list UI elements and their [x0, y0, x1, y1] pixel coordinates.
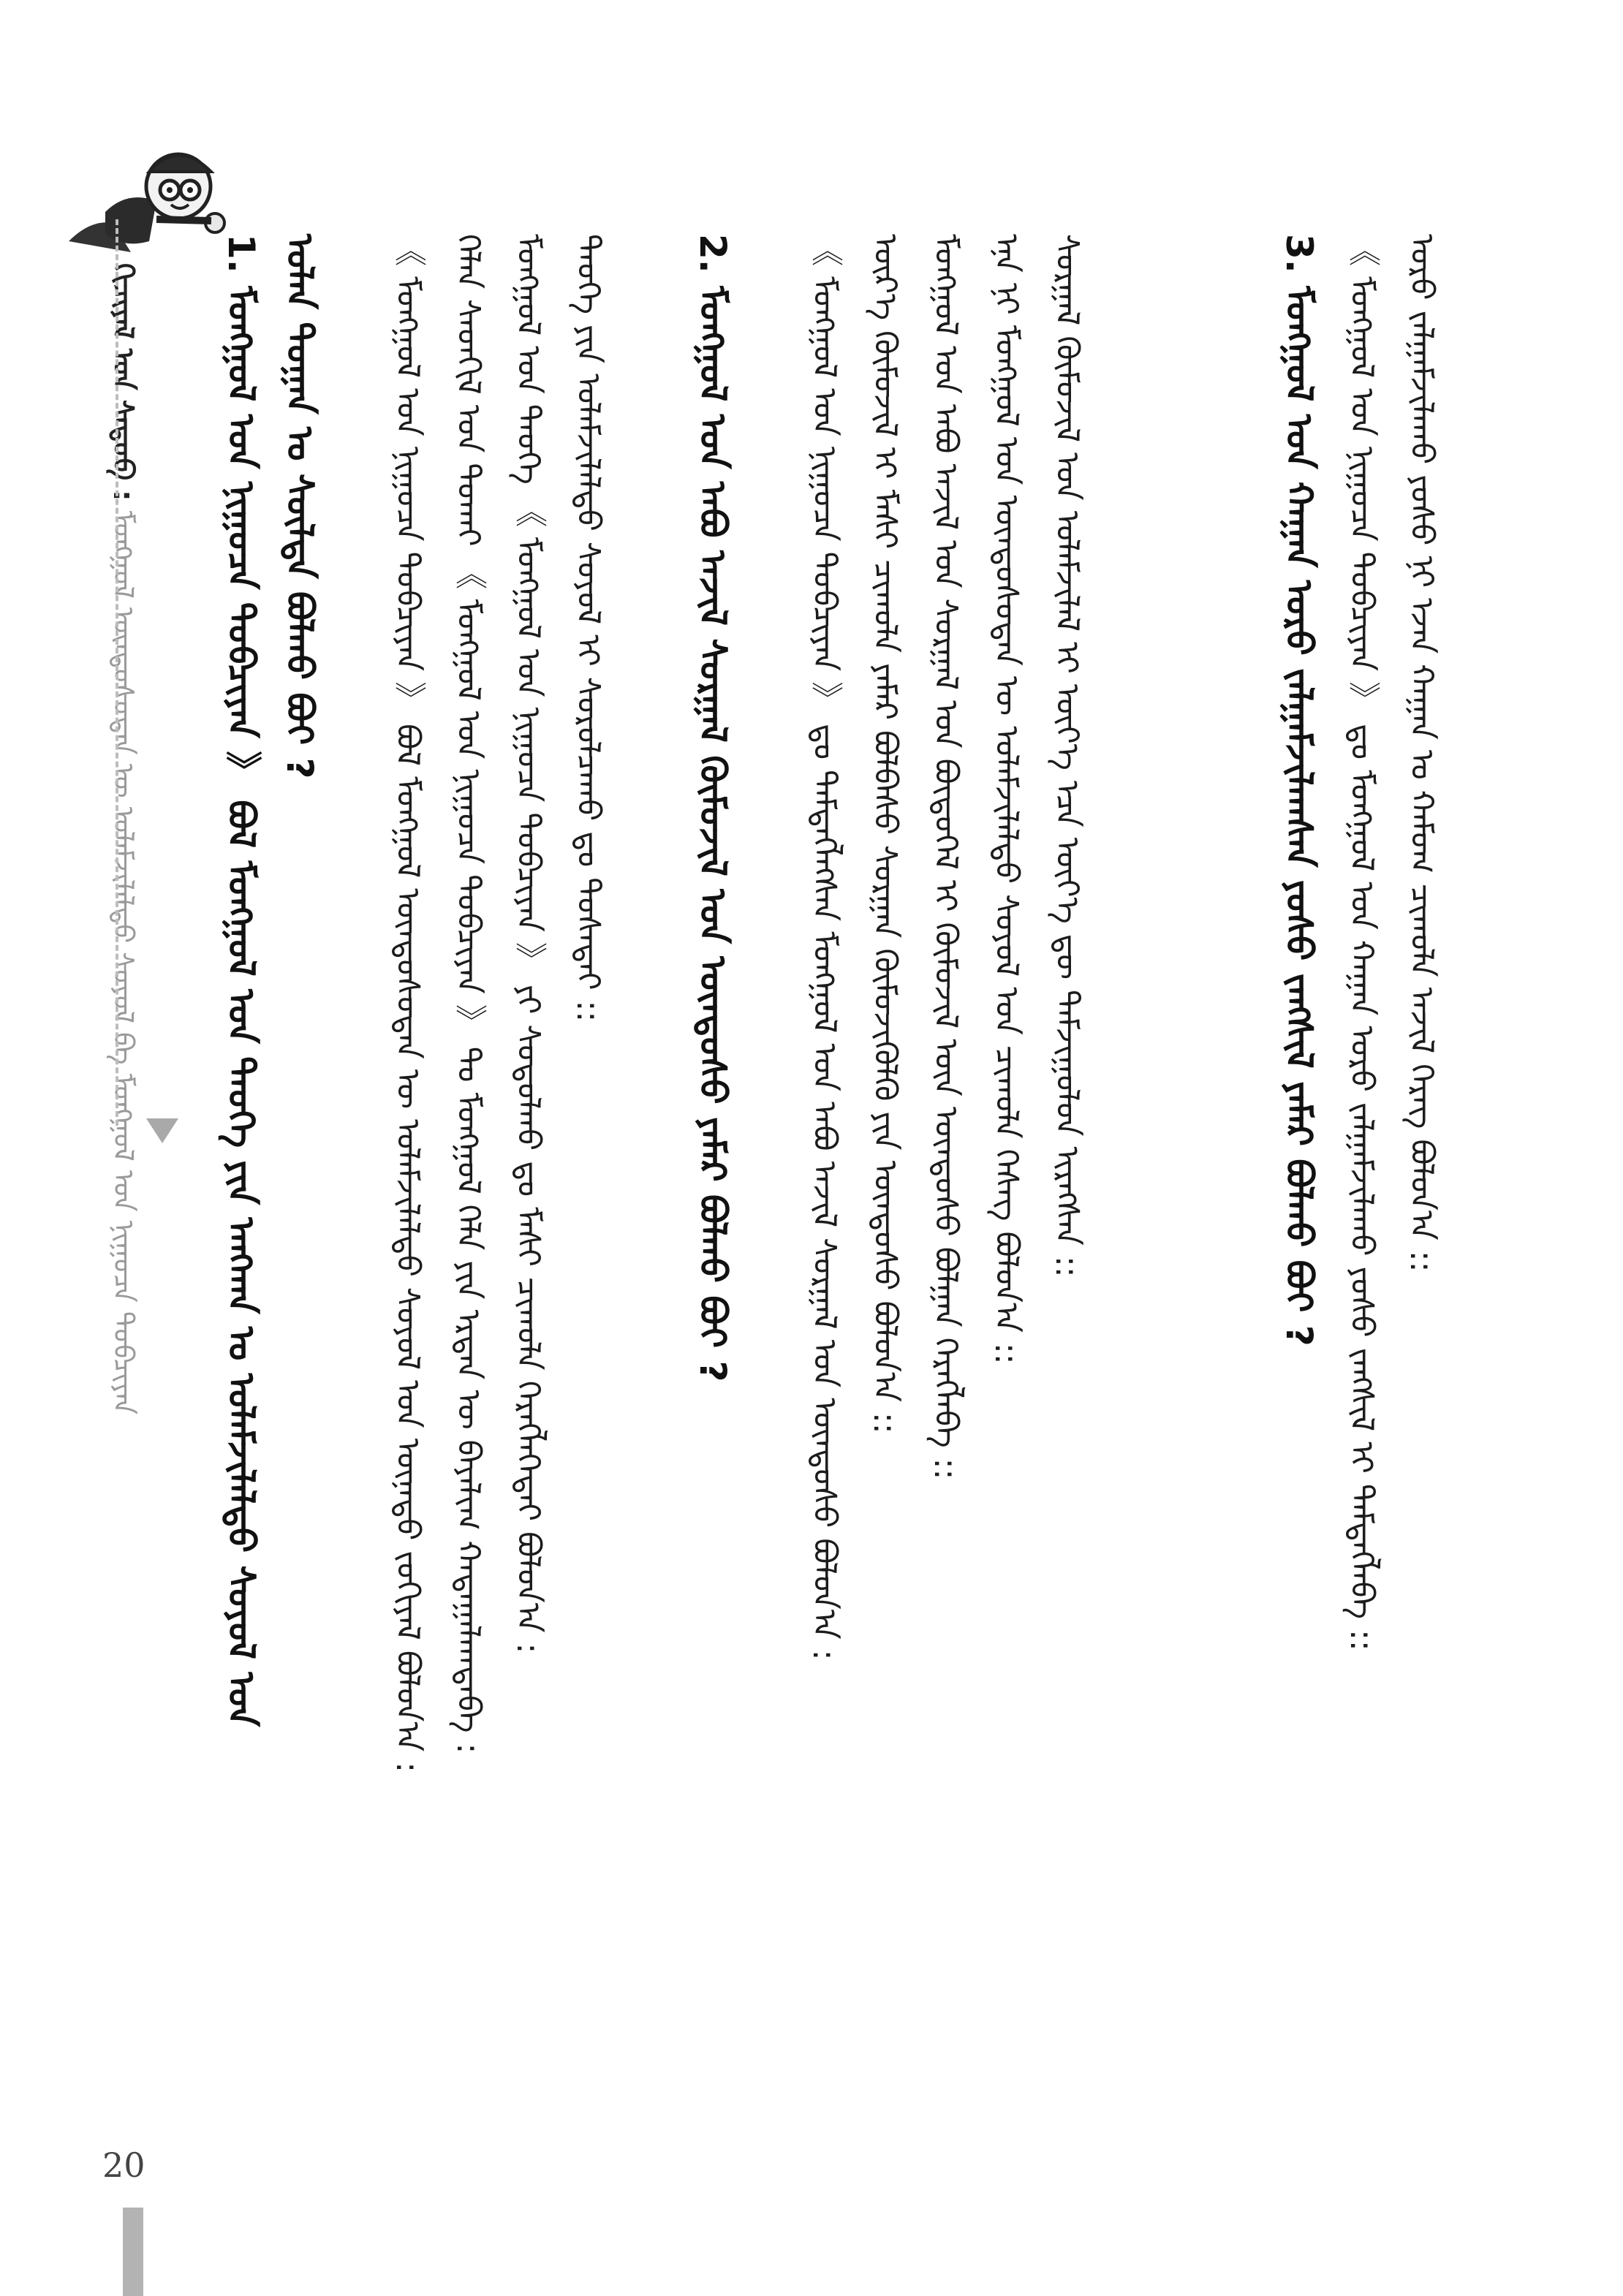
question-column: 2. ᠮᠣᠩᠭᠣᠯ ᠤᠨ ᠠᠪᠤ ᠠᠵᠢᠯ ᠰᠤᠷᠭᠠᠯ ᠬᠦᠮᠦᠵᠢᠯ ᠤᠨ ᠦᠨᠳᠦᠰᠦ ᠶᠠᠮᠠᠷ ᠪᠣᠯᠬᠤ ᠪᠤᠢ ? — [692, 234, 734, 1382]
page-number: 20 — [102, 2145, 145, 2185]
body-text-column: 《 ᠮᠣᠩᠭᠣᠯ ᠤᠨ ᠨᠢᠭᠤᠴᠠ ᠲᠣᠪᠴᠢᠶᠠᠨ 》 ᠪᠣᠯ ᠮᠣᠩᠭᠣᠯ ᠦᠨᠳᠦᠰᠦᠲᠡᠨ ᠦ ᠤᠯᠠᠮᠵᠢᠯᠠᠯᠲᠤ ᠰᠣᠶᠣᠯ ᠤᠨ ᠦᠨᠡᠲᠦ ᠵᠣᠬᠢᠶᠠᠯ ᠪᠣᠯᠤᠨ᠎ᠠ : — [389, 234, 426, 1773]
chapter-label: ᠬᠢᠴᠢᠶᠡᠯ ᠤᠨ ᠰᠡᠳᠦᠪ : — [107, 263, 140, 501]
dashed-divider — [116, 219, 118, 1126]
chapter-subtitle: ᠮᠣᠩᠭᠣᠯ ᠦᠨᠳᠦᠰᠦᠲᠡᠨ ᠦ ᠤᠯᠠᠮᠵᠢᠯᠠᠯᠲᠤ ᠰᠣᠶᠣᠯ ᠪᠠ ᠮᠣᠩᠭᠣᠯ ᠤᠨ ᠨᠢᠭᠤᠴᠠ ᠲᠣᠪᠴᠢᠶᠠᠨ — [107, 510, 140, 1415]
page-edge-bar — [123, 2208, 143, 2296]
body-text-column: ᠮᠣᠩᠭᠣᠯ ᠤᠨ ᠲᠡᠦᠬᠡ 《 ᠮᠣᠩᠭᠣᠯ ᠤᠨ ᠨᠢᠭᠤᠴᠠ ᠲᠣᠪᠴᠢᠶᠠᠨ 》 ᠶᠢ ᠰᠤᠳᠤᠯᠬᠤ ᠳᠤ ᠮᠠᠰᠢ ᠴᠢᠬᠤᠯᠠ ᠬᠡᠷᠡᠭᠯᠡᠭᠡᠲᠡᠢ ᠪᠣᠯᠤᠨ᠎ᠠ : — [510, 234, 547, 1654]
body-text-column: ᠲᠡᠦᠬᠡ ᠶᠢᠨ ᠤᠯᠠᠮᠵᠢᠯᠠᠯᠲᠤ ᠰᠣᠶᠣᠯ ᠢ ᠰᠤᠷᠤᠯᠴᠠᠬᠤ ᠳᠤ ᠲᠤᠰᠠᠲᠠᠢ :: — [570, 234, 607, 1023]
body-text-column: 《 ᠮᠣᠩᠭᠣᠯ ᠤᠨ ᠨᠢᠭᠤᠴᠠ ᠲᠣᠪᠴᠢᠶᠠᠨ 》 ᠳᠤ ᠮᠣᠩᠭᠣᠯ ᠤᠨ ᠬᠠᠭᠠᠨ ᠣᠷᠣ ᠵᠠᠯᠭᠠᠮᠵᠢᠯᠠᠬᠤ ᠶᠣᠰᠣ ᠵᠠᠩᠰᠢᠯ ᠢ ᠲᠡᠮᠳᠡᠭᠯᠡᠪᠡ :: — [1343, 234, 1380, 1651]
body-text-column: ᠮᠣᠩᠭᠣᠯ ᠤᠨ ᠠᠪᠤ ᠠᠵᠢᠯ ᠤᠨ ᠰᠤᠷᠭᠠᠯ ᠤᠨ ᠪᠦᠲᠦᠭᠡᠯ ᠢ ᠬᠦᠮᠦᠵᠢᠯ ᠦᠨ ᠦᠨᠳᠦᠰᠦ ᠪᠣᠯᠭᠠᠨ ᠬᠡᠷᠡᠭᠯᠡᠪᠡ :: — [927, 234, 964, 1480]
cartoon-boy-with-glasses-icon — [61, 132, 230, 256]
body-text-column: ᠰᠤᠷᠭᠠᠯ ᠬᠦᠮᠦᠵᠢᠯ ᠤᠨ ᠤᠯᠠᠮᠵᠢᠯᠠᠯ ᠢ ᠦᠶ᠎ᠡ ᠡᠴᠡ ᠦᠶ᠎ᠡ ᠳᠦ ᠳᠠᠮᠵᠢᠭᠤᠯᠤᠨ ᠢᠷᠡᠭᠰᠡᠨ :: — [1048, 234, 1086, 1278]
body-text-column: ᠣᠷᠣ ᠵᠠᠯᠭᠠᠮᠵᠢᠯᠠᠬᠤ ᠶᠣᠰᠣ ᠨᠢ ᠡᠵᠡᠨ ᠬᠠᠭᠠᠨ ᠤ ᠬᠠᠮᠤᠭ ᠴᠢᠬᠤᠯᠠ ᠠᠵᠢᠯ ᠬᠡᠷᠡᠭ ᠪᠣᠯᠤᠨ᠎ᠠ :: — [1403, 234, 1440, 1273]
body-text-column: ᠦᠷ᠎ᠡ ᠬᠦᠮᠦᠵᠢᠯ ᠢ ᠮᠠᠰᠢ ᠴᠢᠬᠤᠯᠠ ᠶᠠᠮᠠᠷ ᠪᠣᠯᠪᠠᠰᠤ ᠰᠤᠷᠭᠠᠨ ᠬᠦᠮᠦᠵᠢᠭᠦᠯᠬᠦ ᠶᠢᠨ ᠦᠨᠳᠦᠰᠦ ᠪᠣᠯᠤᠨ᠎ᠠ :: — [866, 234, 904, 1434]
triangle-arrow-icon — [146, 1118, 178, 1143]
question-column: 3. ᠮᠣᠩᠭᠣᠯ ᠤᠨ ᠬᠠᠭᠠᠨ ᠣᠷᠣ ᠵᠠᠯᠭᠠᠮᠵᠢᠯᠠᠭᠰᠠᠨ ᠶᠣᠰᠣ ᠵᠠᠩᠰᠢᠯ ᠶᠠᠮᠠᠷ ᠪᠣᠯᠬᠤ ᠪᠤᠢ ? — [1278, 234, 1320, 1346]
body-text-column: 《 ᠮᠣᠩᠭᠣᠯ ᠤᠨ ᠨᠢᠭᠤᠴᠠ ᠲᠣᠪᠴᠢᠶᠠᠨ 》 ᠳᠤ ᠲᠡᠮᠳᠡᠭᠯᠡᠭᠰᠡᠨ ᠮᠣᠩᠭᠣᠯ ᠤᠨ ᠠᠪᠤ ᠠᠵᠢᠯ ᠰᠤᠷᠭᠠᠯ ᠤᠨ ᠦᠨᠳᠦᠰᠦ ᠪᠣᠯᠤᠨ᠎ᠠ : — [806, 234, 843, 1661]
question-column: 1. ᠮᠣᠩᠭᠣᠯ ᠤᠨ ᠨᠢᠭᠤᠴᠠ ᠲᠣᠪᠴᠢᠶᠠᠨ 》 ᠪᠣᠯ ᠮᠣᠩᠭᠣᠯ ᠤᠨ ᠲᠡᠦᠬᠡ ᠶᠢᠨ ᠠᠩᠬᠠᠨ ᠤ ᠤᠯᠠᠮᠵᠢᠯᠠᠯᠲᠤ ᠰᠣᠶᠣᠯ ᠤᠨ — [220, 234, 262, 1727]
body-text-column: ᠡᠨᠡ ᠨᠢ ᠮᠣᠩᠭᠣᠯ ᠤᠨ ᠦᠨᠳᠦᠰᠦᠲᠡᠨ ᠦ ᠤᠯᠠᠮᠵᠢᠯᠠᠯᠲᠤ ᠰᠣᠶᠣᠯ ᠤᠨ ᠴᠢᠬᠤᠯᠠ ᠬᠡᠰᠡᠭ ᠪᠣᠯᠤᠨ᠎ᠠ :: — [988, 234, 1025, 1365]
chapter-header — [107, 263, 140, 1415]
question-column: ᠣᠯᠠᠨ ᠲᠣᠭᠠᠨ ᠤ ᠰᠦᠯᠳᠡ ᠪᠣᠯᠬᠤ ᠪᠤᠢ ? — [279, 234, 321, 779]
body-text-column: ᠬᠡᠯᠡᠨ ᠰᠡᠳᠬᠢᠯ ᠤᠨ ᠲᠣᠬᠠᠢ 《 ᠮᠣᠩᠭᠣᠯ ᠤᠨ ᠨᠢᠭᠤᠴᠠ ᠲᠣᠪᠴᠢᠶᠠᠨ 》 ᠲᠤ ᠮᠣᠩᠭᠣᠯ ᠬᠡᠯᠡ ᠶᠢᠨ ᠡᠷᠲᠡᠨ ᠦ ᠪᠠᠶᠠᠯᠢᠭ ᠬᠠᠳᠠᠭᠠᠯᠠᠭᠳᠠᠪᠠ : — [450, 234, 487, 1754]
